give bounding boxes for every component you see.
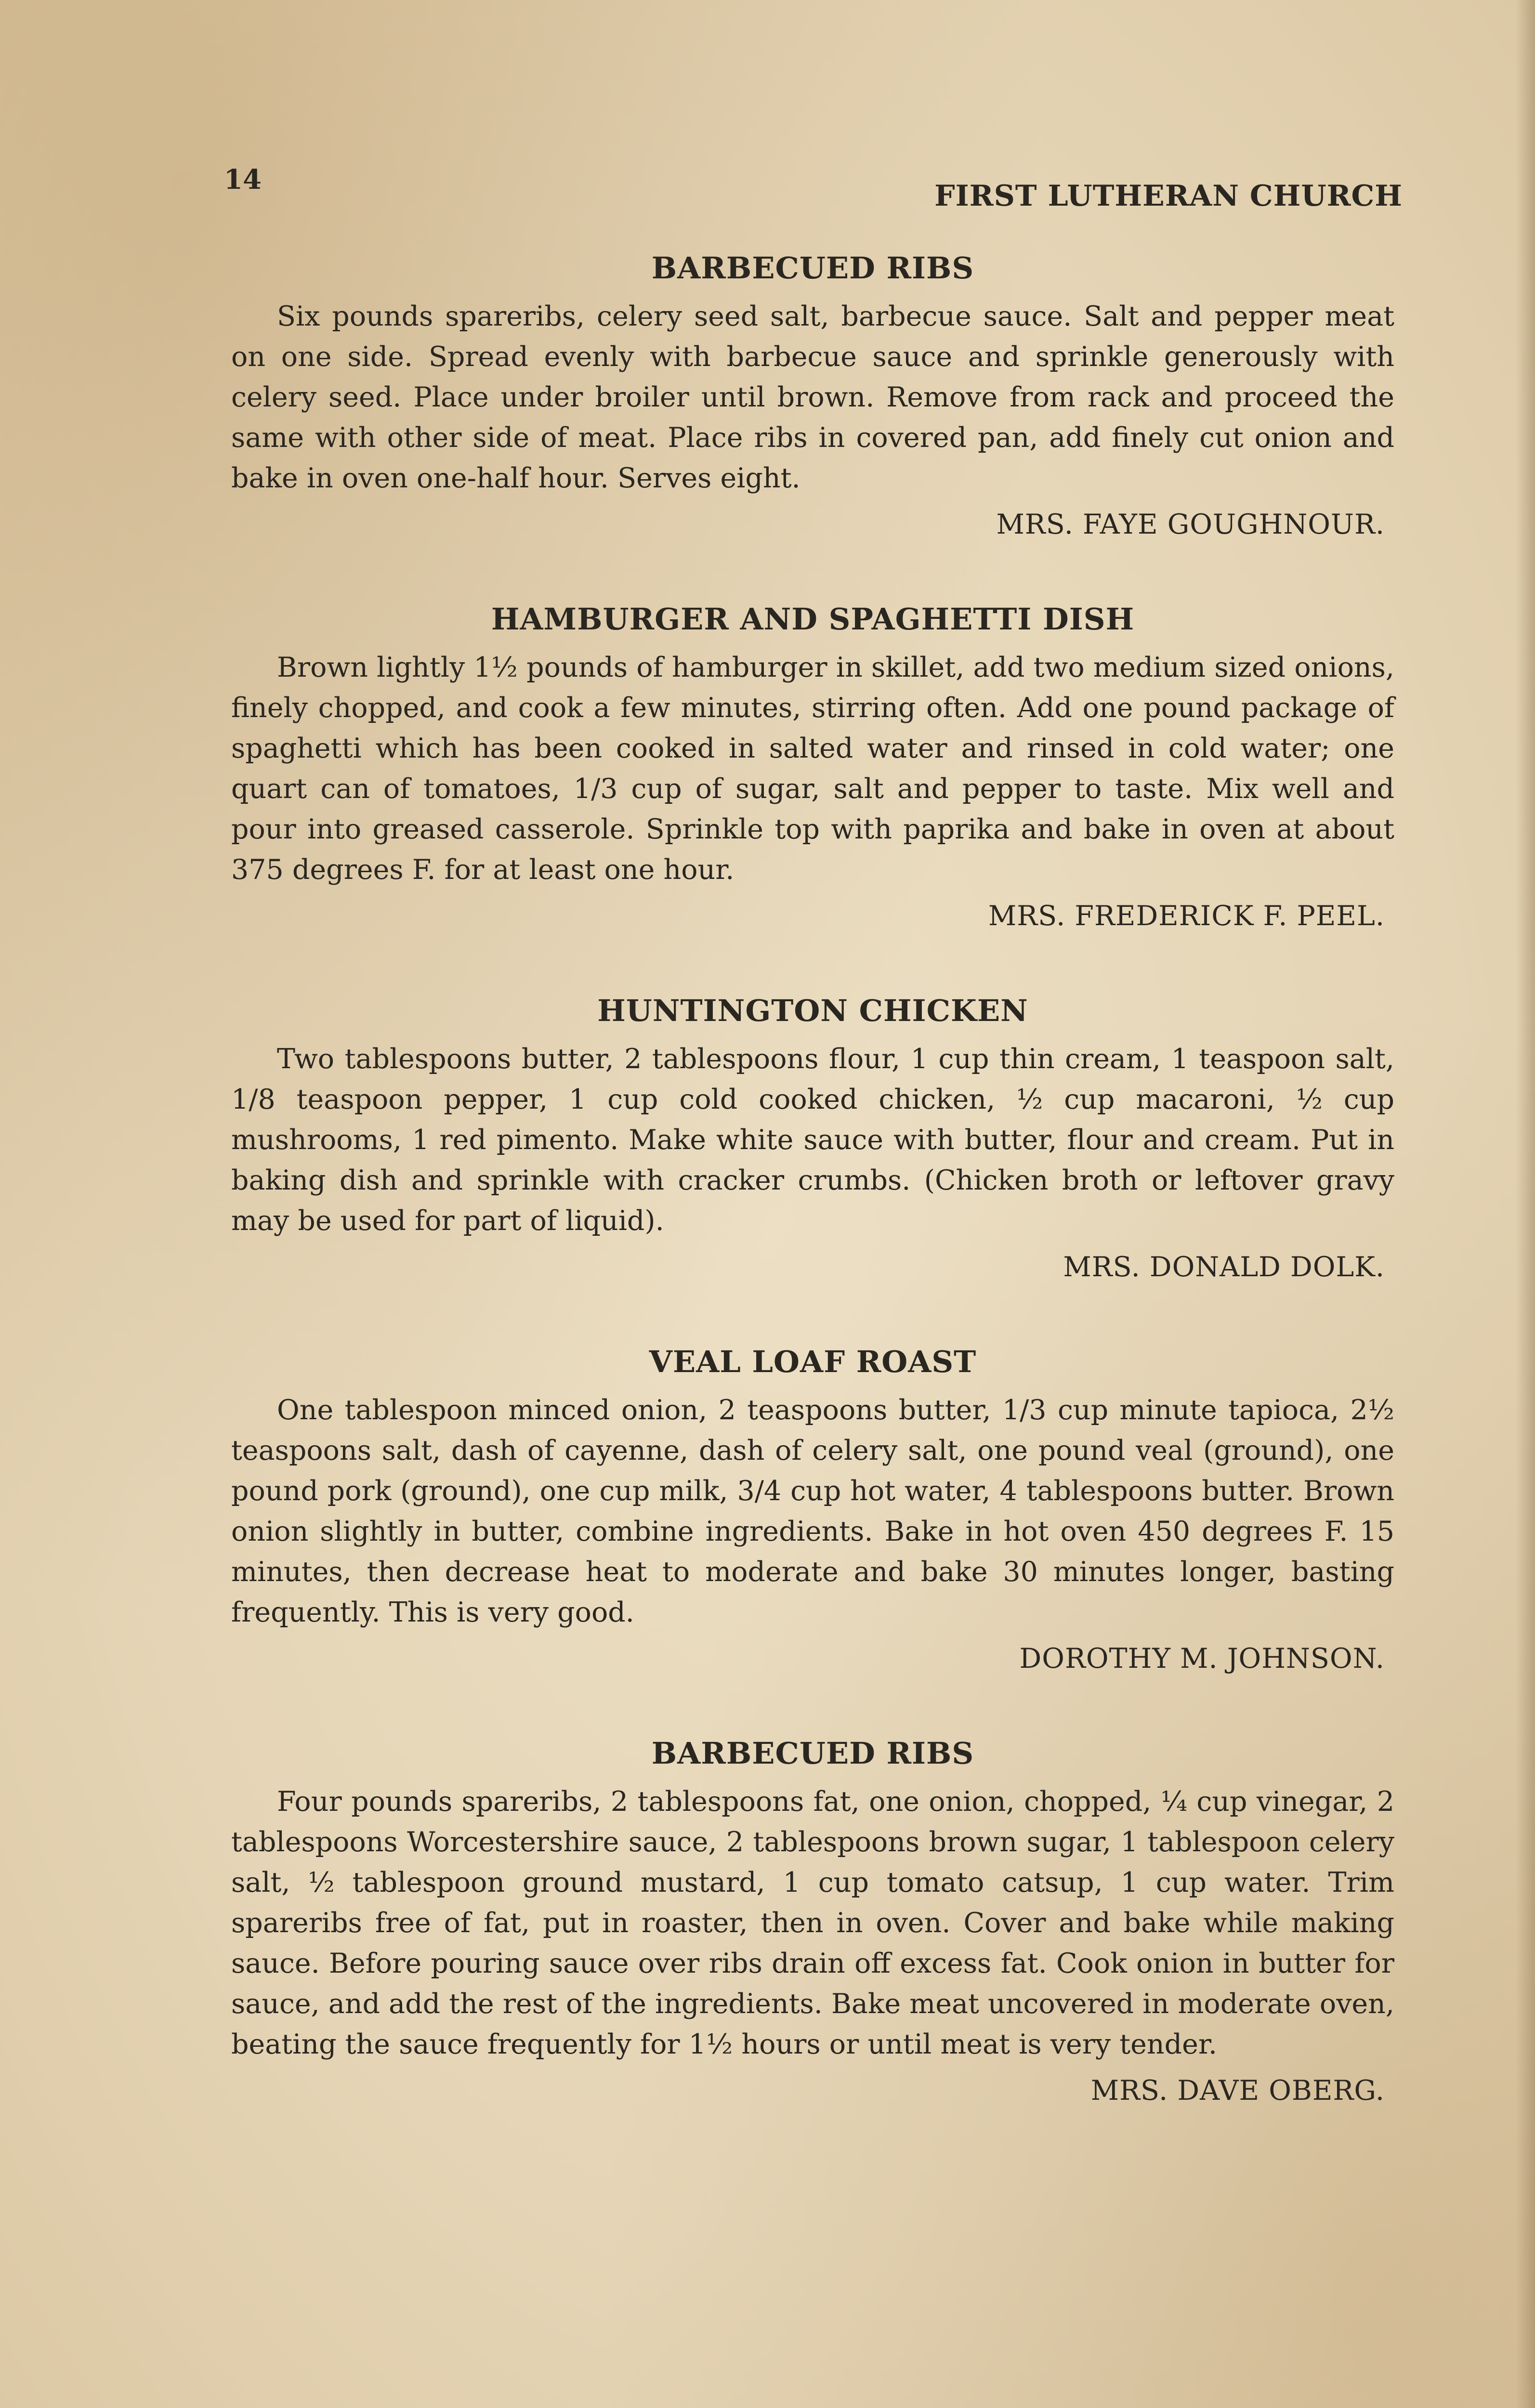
recipe-hamburger-spaghetti bbox=[231, 602, 1394, 936]
recipe-author: MRS. DAVE OBERG. bbox=[1090, 2075, 1385, 2107]
recipe-author: MRS. FREDERICK F. PEEL. bbox=[988, 900, 1385, 932]
recipe-author: DOROTHY M. JOHNSON. bbox=[1019, 1643, 1385, 1675]
recipe-author: MRS. FAYE GOUGHNOUR. bbox=[996, 509, 1385, 540]
recipe-list bbox=[231, 250, 1394, 2168]
page-edge-shadow bbox=[1516, 0, 1535, 2408]
page-number: 14 bbox=[224, 164, 262, 196]
recipe-body: One tablespoon minced onion, 2 teaspoons butter, 1/3 cup minute tapioca, 2½ teaspoons salt, dash of cayenne, dash of celery salt, one pound veal (ground), one pound pork (ground), one cup milk, 3/4 cup hot water, 4 tablespoons butter. Brown onion slightly in butter, combine ingredients. Bake in hot oven 450 degrees F. 15 minutes, then decrease heat to moderate and bake 30 minutes longer, basting frequently. This is very good. bbox=[231, 1394, 1394, 1628]
recipe-author: MRS. DONALD DOLK. bbox=[1063, 1251, 1385, 1283]
recipe-barbecued-ribs-2 bbox=[231, 1736, 1394, 2111]
recipe-veal-loaf-roast bbox=[231, 1344, 1394, 1679]
recipe-body: Six pounds spareribs, celery seed salt, barbecue sauce. Salt and pepper meat on one side. Spread evenly with barbecue sauce and sprinkle generously with celery seed. Place under broiler until brown. Remove from rack and proceed the same with other side of meat. Place ribs in covered pan, add finely cut onion and bake in oven one-half hour. Serves eight. bbox=[231, 301, 1394, 494]
recipe-body: Four pounds spareribs, 2 tablespoons fat, one onion, chopped, ¼ cup vinegar, 2 tablespoons Worcestershire sauce, 2 tablespoons brown sugar, 1 tablespoon celery salt, ½ tablespoon ground mustard, 1 cup tomato catsup, 1 cup water. Trim spareribs free of fat, put in roaster, then in oven. Cover and bake while making sauce. Before pouring sauce over ribs drain off excess fat. Cook onion in butter for sauce, and add the rest of the ingredients. Bake meat uncovered in moderate oven, beating the sauce frequently for 1½ hours or until meat is very tender. bbox=[231, 1786, 1394, 2060]
recipe-huntington-chicken bbox=[231, 993, 1394, 1287]
recipe-body: Brown lightly 1½ pounds of hamburger in skillet, add two medium sized onions, finely chopped, and cook a few minutes, stirring often. Add one pound package of spaghetti which has been cooked in salted water and rinsed in cold water; one quart can of tomatoes, 1/3 cup of sugar, salt and pepper to taste. Mix well and pour into greased casserole. Sprinkle top with paprika and bake in oven at about 375 degrees F. for at least one hour. bbox=[231, 652, 1394, 886]
recipe-title: VEAL LOAF ROAST bbox=[649, 1344, 977, 1379]
recipe-title: BARBECUED RIBS bbox=[651, 1736, 974, 1771]
recipe-title: BARBECUED RIBS bbox=[651, 250, 974, 286]
recipe-barbecued-ribs-1 bbox=[231, 250, 1394, 545]
recipe-title: HAMBURGER AND SPAGHETTI DISH bbox=[491, 602, 1135, 637]
running-head: FIRST LUTHERAN CHURCH bbox=[934, 179, 1403, 213]
recipe-body: Two tablespoons butter, 2 tablespoons flour, 1 cup thin cream, 1 teaspoon salt, 1/8 teaspoon pepper, 1 cup cold cooked chicken, ½ cup macaroni, ½ cup mushrooms, 1 red pimento. Make white sauce with butter, flour and cream. Put in baking dish and sprinkle with cracker crumbs. (Chicken broth or leftover gravy may be used for part of liquid). bbox=[231, 1043, 1394, 1237]
recipe-title: HUNTINGTON CHICKEN bbox=[597, 993, 1028, 1028]
